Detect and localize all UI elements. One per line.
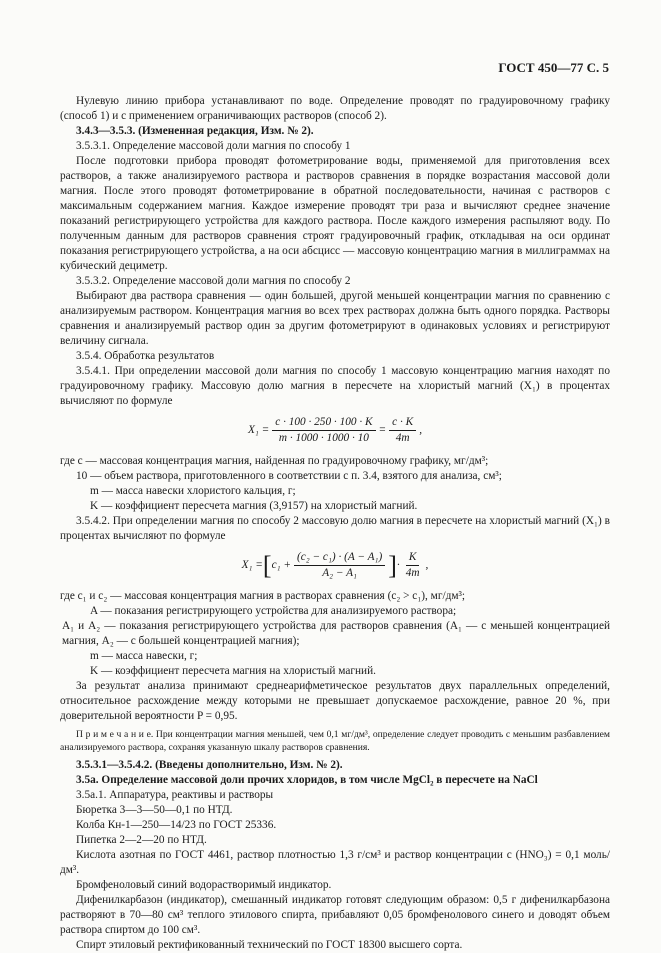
bracket-open-icon: [ [262, 550, 272, 580]
definition: где c — массовая концентрация магния, найденная по градуировочному графику, мг/дм³; [60, 455, 489, 467]
denominator: 4m [405, 567, 420, 579]
note: П р и м е ч а н и е. При концентрации магния меньшей, чем 0,1 мг/дм³, определение следует проводить с меньшим разбавлением анализируемого раствора, сохраняя указанную шкалу растворов сравнения. [60, 729, 610, 753]
fraction [272, 415, 375, 446]
definition: m — масса навески, г; [90, 650, 198, 662]
list-item: Бюретка 3—3—50—0,1 по НТД. [76, 804, 233, 816]
paragraph: После подготовки прибора проводят фотометрирование воды, применяемой для приготовления всех растворов, а также анализируемого раствора и растворов сравнения в порядке возрастания массовой доли магния. После этого проводят фотометрирование в обратной последовательности, начиная с растворов с максимальным содержанием магния. Каждое измерение проводят три раза и вычисляют среднее значение показаний регистрирующего устройства для каждого раствора. После каждого измерения распыляют воду. По полученным данным для растворов сравнения строят градуировочный график, откладывая на оси ординат показания регистрирующего устройства, а на оси абсцисс — массовую концентрацию магния в миллиграммах на кубический дециметр. [60, 155, 610, 272]
definition: где c₁ и c₂ — массовая концентрация магния в растворах сравнения (c₂ > c₁), мг/дм³; [60, 590, 466, 602]
numerator: c · K [389, 415, 416, 431]
formula-tail: , [419, 424, 423, 436]
list-item: Кислота азотная по ГОСТ 4461, раствор плотностью 1,3 г/см³ и раствор концентрации c (HNO₃) = 0,1 моль/дм³. [60, 849, 610, 876]
formula-lhs: X₁ = [247, 424, 270, 436]
amendment-note: 3.4.3—3.5.3. (Измененная редакция, Изм. № 2). [76, 125, 314, 137]
list-item: Дифенилкарбазон (индикатор), смешанный индикатор готовят следующим образом: 0,5 г дифенилкарбазона растворяют в 70—80 см³ теплого этилового спирта, прибавляют 0,05 бромфенолового синего и доводят объем раствора спиртом до 100 см³. [60, 894, 610, 936]
paragraph: 3.5.4.1. При определении массовой доли магния по способу 1 массовую концентрацию магния находят по градуировочному графику. Массовую долю магния в пересчете на хлористый магний (X₁) в процентах вычисляют по формуле [60, 365, 610, 407]
definition: m — масса навески хлористого кальция, г; [90, 485, 296, 497]
list-item: Спирт этиловый ректификованный технический по ГОСТ 18300 высшего сорта. [76, 939, 463, 951]
section-heading: 3.5.3.1. Определение массовой доли магния по способу 1 [76, 140, 351, 152]
definitions-2 [60, 589, 610, 679]
formula-lhs: X₁ = [241, 559, 263, 571]
section-heading: 3.5.4. Обработка результатов [76, 350, 215, 362]
list-item: Бромфеноловый синий водорастворимый индикатор. [76, 879, 332, 891]
definition: A₁ и A₂ — показания регистрирующего устройства для растворов сравнения (A₁ — с меньшей концентрацией магния, A₂ — с большей концентрацией магния); [62, 620, 610, 647]
page-content [60, 94, 610, 953]
definition: A — показания регистрирующего устройства для анализируемого раствора; [90, 605, 457, 617]
formula-1 [60, 415, 610, 446]
definitions-1 [60, 454, 610, 514]
denominator: 4m [395, 432, 410, 444]
numerator: K [406, 550, 420, 566]
fraction [403, 550, 423, 581]
section-heading: 3.5а.1. Аппаратура, реактивы и растворы [76, 789, 274, 801]
section-heading: 3.5а. Определение массовой доли прочих хлоридов, в том числе MgCl₂ в пересчете на NaCl [76, 774, 538, 786]
numerator: c · 100 · 250 · 100 · K [272, 415, 375, 431]
equals: = [378, 424, 387, 436]
bracket-close-icon: ] [388, 550, 397, 580]
paragraph: Выбирают два раствора сравнения — один большей, другой меньшей концентрации магния по сравнению с анализируемым раствором. Концентрация магния во всех трех растворах должна быть одного порядка. Растворы сравнения и анализируемый раствор один за другим фотометрируют в одинаковых условиях и регистрируют величину сигнала. [60, 290, 610, 347]
list-item: Пипетка 2—2—20 по НТД. [76, 834, 207, 846]
definition: K — коэффициент пересчета магния (3,9157) на хлористый магний. [90, 500, 418, 512]
denominator: m · 1000 · 1000 · 10 [278, 432, 369, 444]
amendment-note: 3.5.3.1—3.5.4.2. (Введены дополнительно, Изм. № 2). [76, 759, 343, 771]
formula-c1: c₁ + [271, 559, 291, 571]
formula-2 [60, 550, 610, 581]
paragraph: 3.5.4.2. При определении магния по способу 2 массовую долю магния в пересчете на хлористый магний (X₁) в процентах вычисляют по формуле [60, 515, 610, 542]
formula-tail: , [425, 559, 429, 571]
list-item: Колба Кн-1—250—14/23 по ГОСТ 25336. [76, 819, 277, 831]
denominator: A₂ − A₁ [322, 567, 357, 579]
section-heading: 3.5.3.2. Определение массовой доли магния по способу 2 [76, 275, 351, 287]
definition: 10 — объем раствора, приготовленного в соответствии с п. 3.4, взятого для анализа, см³; [76, 470, 502, 482]
multiply-dot: · [396, 559, 400, 571]
fraction [294, 550, 385, 581]
paragraph: За результат анализа принимают среднеарифметическое результатов двух параллельных определений, относительное расхождение между которыми не превышает допускаемое расхождение, равное 20 %, при доверительной вероятности P = 0,95. [60, 680, 610, 722]
paragraph: Нулевую линию прибора устанавливают по воде. Определение проводят по градуировочному графику (способ 1) и с применением ограничивающих растворов (способ 2). [60, 95, 610, 122]
definition: K — коэффициент пересчета магния на хлористый магний. [90, 665, 376, 677]
numerator: (c₂ − c₁) · (A − A₁) [294, 550, 385, 566]
fraction [389, 415, 416, 446]
page-header: ГОСТ 450—77 С. 5 [498, 60, 609, 75]
